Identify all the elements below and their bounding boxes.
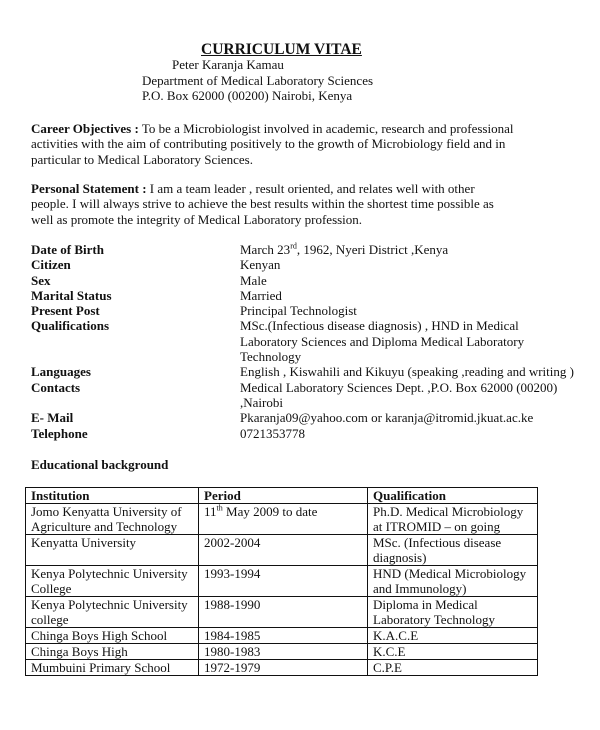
table-header-row xyxy=(26,488,538,504)
personal-line: people. I will always strive to achieve the best results within the shortest time possible as xyxy=(31,196,494,212)
table-cell: Kenyatta University xyxy=(26,535,199,566)
career-label: Career Objectives : xyxy=(31,121,139,136)
detail-value-line: Pkaranja09@yahoo.com or karanja@itromid.jkuat.ac.ke xyxy=(240,410,534,426)
detail-value xyxy=(240,380,557,411)
table-cell: Mumbuini Primary School xyxy=(26,660,199,676)
table-cell: K.A.C.E xyxy=(368,628,538,644)
detail-label: Present Post xyxy=(31,303,100,319)
detail-value xyxy=(240,257,280,272)
table-cell: C.P.E xyxy=(368,660,538,676)
detail-value xyxy=(240,288,282,303)
table-cell: MSc. (Infectious disease diagnosis) xyxy=(368,535,538,566)
detail-row xyxy=(31,426,574,441)
document-title: CURRICULUM VITAE xyxy=(201,41,362,58)
column-header: Institution xyxy=(26,488,199,504)
table-cell: 1988-1990 xyxy=(199,597,368,628)
detail-label: Telephone xyxy=(31,425,88,441)
table-cell: 11th May 2009 to date xyxy=(199,504,368,535)
detail-row xyxy=(31,288,574,303)
table-row xyxy=(26,566,538,597)
detail-value-line: Kenyan xyxy=(240,257,281,273)
address: P.O. Box 62000 (00200) Nairobi, Kenya xyxy=(142,88,353,103)
column-header: Qualification xyxy=(368,488,538,504)
table-cell: 1980-1983 xyxy=(199,644,368,660)
column-header: Period xyxy=(199,488,368,504)
table-cell: 2002-2004 xyxy=(199,535,368,566)
detail-value-line: 0721353778 xyxy=(240,425,305,441)
table-row xyxy=(26,504,538,535)
table-cell: Ph.D. Medical Microbiology at ITROMID – on going xyxy=(368,504,538,535)
detail-label: Citizen xyxy=(31,257,71,273)
detail-value xyxy=(240,242,448,257)
detail-row xyxy=(31,364,574,379)
detail-value-line: Principal Technologist xyxy=(240,303,357,319)
table-row xyxy=(26,660,538,676)
table-cell: 1984-1985 xyxy=(199,628,368,644)
career-line: particular to Medical Laboratory Sciences. xyxy=(31,151,253,167)
detail-label: Contacts xyxy=(31,379,81,395)
detail-value-line: Laboratory Sciences and Diploma Medical Laboratory xyxy=(240,333,525,349)
personal-line: I am a team leader , result oriented, and relates well with other xyxy=(146,181,475,196)
detail-row xyxy=(31,303,574,318)
detail-value xyxy=(240,364,574,379)
detail-value xyxy=(240,318,524,364)
table-cell: Chinga Boys High xyxy=(26,644,199,660)
personal-label: Personal Statement : xyxy=(31,181,147,196)
detail-label: Date of Birth xyxy=(31,242,104,257)
department: Department of Medical Laboratory Sciences xyxy=(142,73,374,88)
career-line: activities with the aim of contributing positively to the growth of Microbiology field and in xyxy=(31,136,506,152)
table-row xyxy=(26,535,538,566)
personal-details xyxy=(31,242,574,441)
detail-value xyxy=(240,303,357,318)
table-cell: HND (Medical Microbiology and Immunology) xyxy=(368,566,538,597)
detail-value-line: ,Nairobi xyxy=(240,394,283,410)
detail-label: Marital Status xyxy=(31,287,112,303)
detail-label: E- Mail xyxy=(31,410,74,426)
detail-row xyxy=(31,273,574,288)
table-cell: Kenya Polytechnic University College xyxy=(26,566,199,597)
detail-value-line: Technology xyxy=(240,349,302,365)
detail-value-line: MSc.(Infectious disease diagnosis) , HND in Medical xyxy=(240,318,519,334)
career-line: To be a Microbiologist involved in academic, research and professional xyxy=(138,121,514,136)
detail-value xyxy=(240,273,267,288)
detail-row xyxy=(31,318,574,364)
table-cell: 1972-1979 xyxy=(199,660,368,676)
table-row xyxy=(26,597,538,628)
detail-value-line: March 23rd, 1962, Nyeri District ,Kenya xyxy=(240,241,449,257)
detail-row xyxy=(31,380,574,411)
table-row xyxy=(26,628,538,644)
detail-value-line: Medical Laboratory Sciences Dept. ,P.O. Box 62000 (00200) xyxy=(240,379,558,395)
detail-row xyxy=(31,242,574,257)
education-table xyxy=(25,487,538,676)
table-cell: Jomo Kenyatta University of Agriculture and Technology xyxy=(26,504,199,535)
detail-label: Sex xyxy=(31,272,51,288)
table-cell: Chinga Boys High School xyxy=(26,628,199,644)
table-cell: 1993-1994 xyxy=(199,566,368,597)
detail-row xyxy=(31,257,574,272)
table-cell: K.C.E xyxy=(368,644,538,660)
detail-row xyxy=(31,410,574,425)
table-row xyxy=(26,644,538,660)
detail-value xyxy=(240,426,305,441)
detail-label: Languages xyxy=(31,364,91,380)
person-name: Peter Karanja Kamau xyxy=(172,57,284,72)
personal-statement xyxy=(31,181,494,227)
detail-value-line: Male xyxy=(240,272,267,288)
career-objectives xyxy=(31,121,513,167)
detail-value xyxy=(240,410,533,425)
personal-line: well as promote the integrity of Medical Laboratory profession. xyxy=(31,211,363,227)
table-cell: Diploma in Medical Laboratory Technology xyxy=(368,597,538,628)
detail-label: Qualifications xyxy=(31,318,110,334)
detail-value-line: English , Kiswahili and Kikuyu (speaking ,reading and writing ) xyxy=(240,364,574,380)
education-heading: Educational background xyxy=(31,457,169,472)
table-cell: Kenya Polytechnic University college xyxy=(26,597,199,628)
detail-value-line: Married xyxy=(240,287,282,303)
